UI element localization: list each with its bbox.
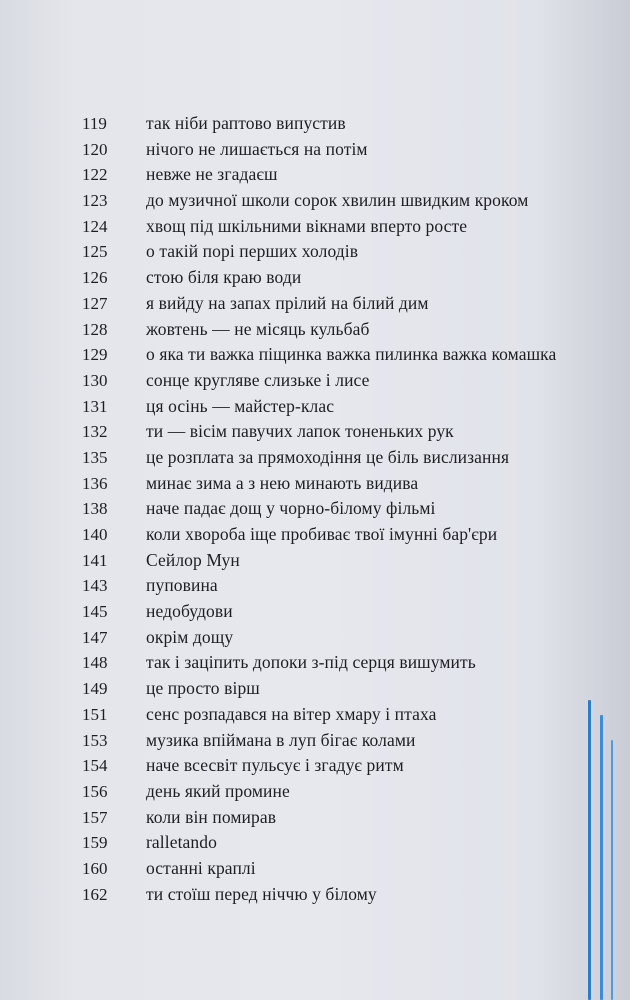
- toc-entry: [82, 807, 622, 833]
- page-number: 159: [82, 833, 108, 853]
- poem-title: минає зима а з нею минають видива: [146, 472, 419, 493]
- page-number: 149: [82, 679, 108, 699]
- toc-entry: [82, 319, 622, 345]
- toc-entry: [82, 344, 622, 370]
- page-number: 126: [82, 268, 108, 288]
- poem-title: Сейлор Мун: [146, 549, 240, 570]
- poem-title: о такій порі перших холодів: [146, 241, 359, 262]
- toc-entry: [82, 396, 622, 422]
- toc-entry: [82, 190, 622, 216]
- poem-title: це розплата за прямоходіння це біль вислизання: [146, 446, 510, 467]
- page-number: 123: [82, 191, 108, 211]
- toc-entry: [82, 524, 622, 550]
- page-number: 127: [82, 293, 108, 313]
- poem-title: невже не згадаєш: [146, 164, 278, 185]
- decorative-stripe: [611, 740, 613, 1000]
- page-number: 156: [82, 781, 108, 801]
- toc-entry: [82, 293, 622, 319]
- page-number: 160: [82, 858, 108, 878]
- toc-entry: [82, 832, 622, 858]
- poem-title: жовтень — не місяць кульбаб: [146, 318, 370, 339]
- toc-entry: [82, 241, 622, 267]
- poem-title: коли він помирав: [146, 806, 277, 827]
- toc-entry: [82, 652, 622, 678]
- toc-entry: [82, 858, 622, 884]
- poem-title: сонце кругляве слизьке і лисе: [146, 369, 370, 390]
- toc-entry: [82, 704, 622, 730]
- poem-title: сенс розпадався на вітер хмару і птаха: [146, 703, 437, 724]
- poem-title: стою біля краю води: [146, 267, 302, 288]
- toc-entry: [82, 678, 622, 704]
- poem-title: так ніби раптово випустив: [146, 113, 346, 133]
- toc-entry: [82, 601, 622, 627]
- toc-entry: [82, 781, 622, 807]
- toc-entry: [82, 755, 622, 781]
- toc-entry: [82, 370, 622, 396]
- page-number: 125: [82, 242, 108, 262]
- page-number: 153: [82, 730, 108, 750]
- poem-title: ця осінь — майстер-клас: [146, 395, 335, 416]
- poem-title: так і заціпить допоки з-під серця вишумить: [146, 652, 476, 673]
- page-number: 151: [82, 704, 108, 724]
- toc-entry: [82, 473, 622, 499]
- toc-entry: [82, 498, 622, 524]
- decorative-stripe: [600, 715, 603, 1000]
- poem-title: ralletando: [146, 832, 217, 853]
- page-number: 128: [82, 319, 108, 339]
- poem-title: ти — вісім павучих лапок тоненьких рук: [146, 421, 454, 442]
- page-number: 132: [82, 422, 108, 442]
- toc-entry: [82, 421, 622, 447]
- page-number: 147: [82, 627, 108, 647]
- table-of-contents: [82, 113, 622, 909]
- poem-title: це просто вірш: [146, 678, 260, 699]
- poem-title: я вийду на запах прілий на білий дим: [146, 292, 429, 313]
- toc-entry: [82, 575, 622, 601]
- poem-title: ти стоїш перед ніччю у білому: [146, 883, 377, 904]
- toc-entry: [82, 267, 622, 293]
- page-number: 154: [82, 756, 108, 776]
- toc-entry: [82, 113, 622, 139]
- page-number: 138: [82, 499, 108, 519]
- poem-title: окрім дощу: [146, 626, 234, 647]
- toc-entry: [82, 164, 622, 190]
- page-number: 148: [82, 653, 108, 673]
- page-number: 145: [82, 602, 108, 622]
- toc-entry: [82, 139, 622, 165]
- poem-title: нічого не лишається на потім: [146, 138, 368, 159]
- toc-entry: [82, 550, 622, 576]
- poem-title: о яка ти важка піщинка важка пилинка важка комашка: [146, 344, 557, 365]
- decorative-stripe: [588, 700, 591, 1000]
- page-number: 129: [82, 345, 108, 365]
- poem-title: музика впіймана в луп бігає колами: [146, 729, 416, 750]
- page-number: 130: [82, 370, 108, 390]
- page-number: 162: [82, 884, 108, 904]
- toc-entry: [82, 627, 622, 653]
- page-number: 140: [82, 525, 108, 544]
- page-number: 124: [82, 216, 108, 236]
- page-number: 135: [82, 447, 108, 467]
- poem-title: недобудови: [146, 601, 233, 622]
- page-number: 141: [82, 550, 108, 570]
- toc-entry: [82, 447, 622, 473]
- poem-title: до музичної школи сорок хвилин швидким кроком: [146, 190, 529, 211]
- toc-entry: [82, 730, 622, 756]
- toc-entry: [82, 216, 622, 242]
- poem-title: день який промине: [146, 780, 290, 801]
- page-number: 122: [82, 165, 108, 185]
- page-number: 131: [82, 396, 108, 416]
- page-number: 119: [82, 114, 107, 133]
- poem-title: пуповина: [146, 575, 218, 596]
- poem-title: коли хвороба іще пробиває твої імунні бар'єри: [146, 524, 498, 544]
- poem-title: хвощ під шкільними вікнами вперто росте: [146, 215, 468, 236]
- toc-entry: [82, 884, 622, 910]
- page-number: 120: [82, 139, 108, 159]
- poem-title: наче падає дощ у чорно-білому фільмі: [146, 498, 436, 519]
- page-number: 143: [82, 576, 108, 596]
- poem-title: останні краплі: [146, 857, 256, 878]
- page-number: 157: [82, 807, 108, 827]
- poem-title: наче всесвіт пульсує і згадує ритм: [146, 755, 404, 776]
- page-number: 136: [82, 473, 108, 493]
